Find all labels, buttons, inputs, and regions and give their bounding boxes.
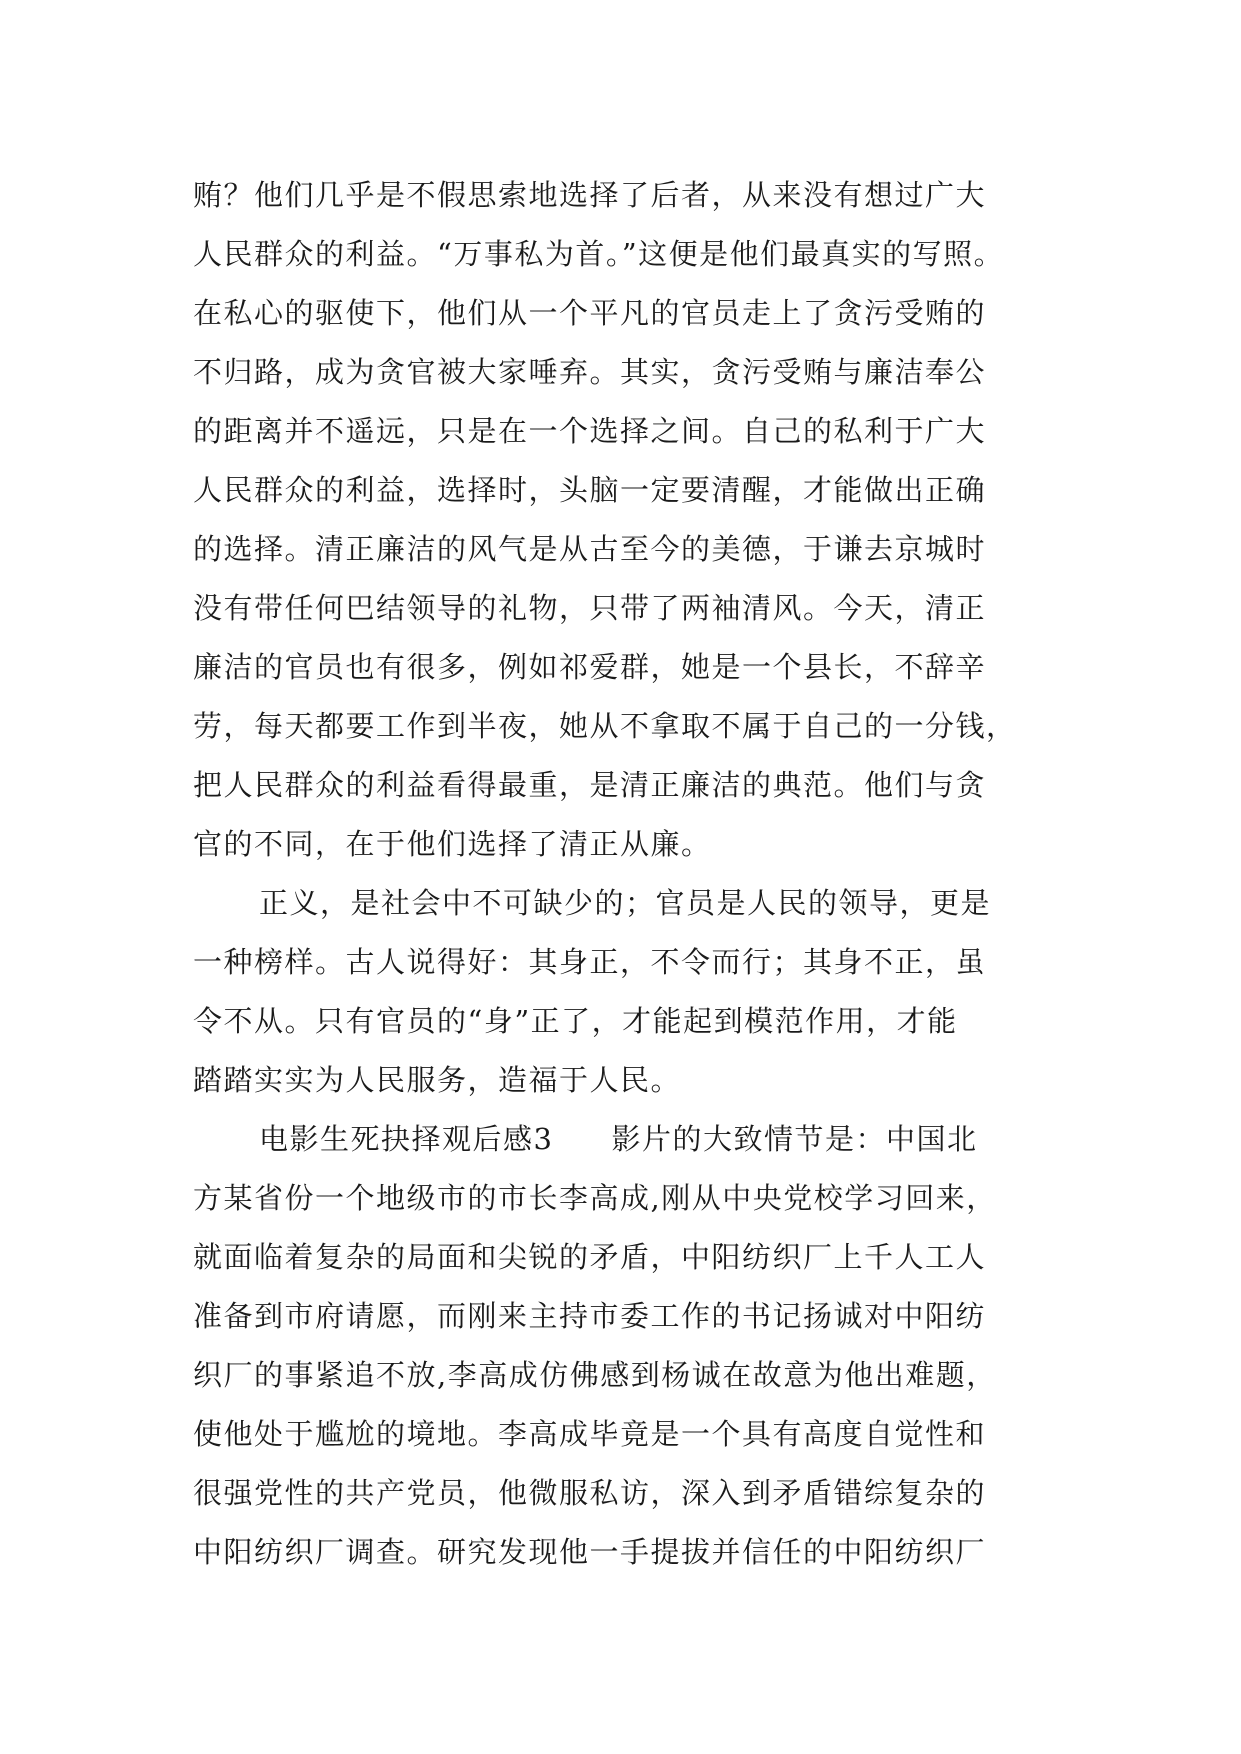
text-line: 很强党性的共产党员，他微服私访，深入到矛盾错综复杂的 xyxy=(193,1476,987,1510)
text-line: 中阳纺织厂调查。研究发现他一手提拔并信任的中阳纺织厂 xyxy=(193,1535,987,1569)
text-line: 方某省份一个地级市的市长李高成,刚从中央党校学习回来， xyxy=(193,1181,997,1215)
paragraph-3 xyxy=(193,1110,1073,1582)
text-line: 令不从。只有官员的“身”正了，才能起到模范作用，才能 xyxy=(193,1004,958,1038)
text-line: 就面临着复杂的局面和尖锐的矛盾，中阳纺织厂上千人工人 xyxy=(193,1240,987,1274)
paragraph-2 xyxy=(193,874,1073,1110)
section-heading: 电影生死抉择观后感3 xyxy=(259,1122,554,1156)
text-line: 官的不同，在于他们选择了清正从廉。 xyxy=(193,827,712,861)
document-body xyxy=(193,166,1073,1582)
text-line xyxy=(193,1110,1073,1169)
text-line: 人民群众的利益，选择时，头脑一定要清醒，才能做出正确 xyxy=(193,473,987,507)
text-line: 踏踏实实为人民服务，造福于人民。 xyxy=(193,1063,682,1097)
text-line: 不归路，成为贪官被大家唾弃。其实，贪污受贿与廉洁奉公 xyxy=(193,355,987,389)
text-line: 在私心的驱使下，他们从一个平凡的官员走上了贪污受贿的 xyxy=(193,296,987,330)
paragraph-1 xyxy=(193,166,1073,874)
text-line: 劳，每天都要工作到半夜，她从不拿取不属于自己的一分钱， xyxy=(193,709,1017,743)
text-line: 使他处于尴尬的境地。李高成毕竟是一个具有高度自觉性和 xyxy=(193,1417,987,1451)
text-line-content: 影片的大致情节是：中国北 xyxy=(611,1122,978,1156)
text-line: 廉洁的官员也有很多，例如祁爱群，她是一个县长，不辞辛 xyxy=(193,650,987,684)
text-line: 正义，是社会中不可缺少的；官员是人民的领导，更是 xyxy=(259,886,992,920)
text-line: 的距离并不遥远，只是在一个选择之间。自己的私利于广大 xyxy=(193,414,987,448)
text-line: 织厂的事紧追不放,李高成仿佛感到杨诚在故意为他出难题， xyxy=(193,1358,997,1392)
text-line: 的选择。清正廉洁的风气是从古至今的美德，于谦去京城时 xyxy=(193,532,987,566)
text-line: 把人民群众的利益看得最重，是清正廉洁的典范。他们与贪 xyxy=(193,768,987,802)
text-line: 一种榜样。古人说得好：其身正，不令而行；其身不正，虽 xyxy=(193,945,987,979)
text-line: 没有带任何巴结领导的礼物，只带了两袖清风。今天，清正 xyxy=(193,591,987,625)
text-line: 贿？他们几乎是不假思索地选择了后者，从来没有想过广大 xyxy=(193,178,987,212)
text-line: 人民群众的利益。“万事私为首。”这便是他们最真实的写照。 xyxy=(193,237,1005,271)
text-line: 准备到市府请愿，而刚来主持市委工作的书记扬诚对中阳纺 xyxy=(193,1299,987,1333)
